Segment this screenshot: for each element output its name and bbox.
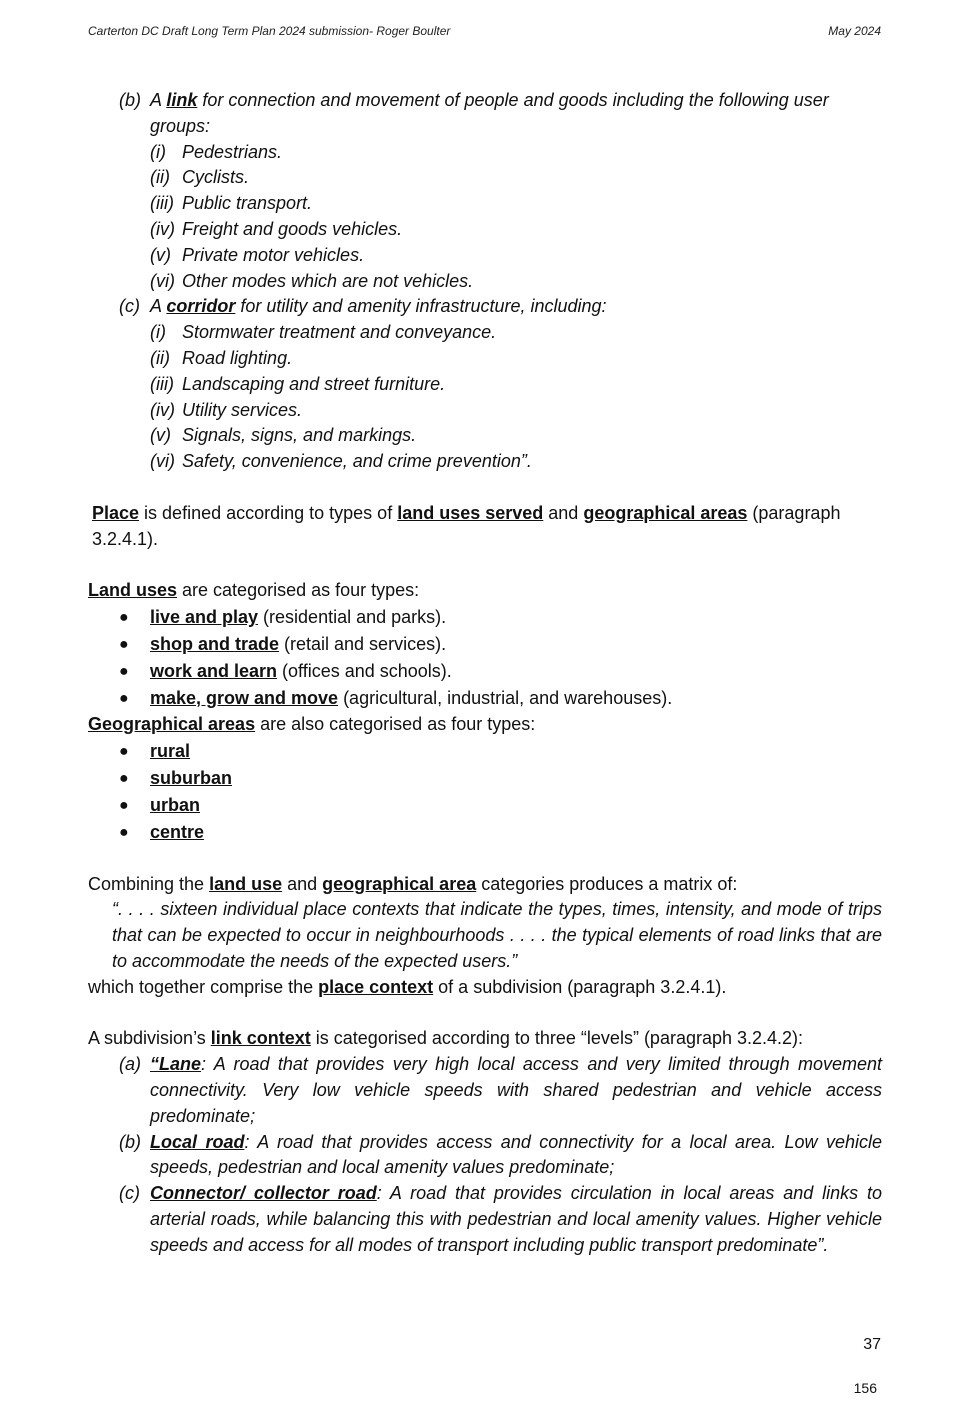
header-date: May 2024 (828, 24, 881, 38)
term-link: link (166, 90, 198, 110)
link-subitem: (iii) Public transport. (150, 193, 313, 214)
combining-paragraph: Combining the land use and geographical area categories produces a matrix of: (88, 873, 738, 894)
place-paragraph: Place is defined according to types of land uses served and geographical areas (paragraph 3.2.4.1). (92, 502, 841, 549)
link-subitem: (vi) Other modes which are not vehicles. (150, 270, 474, 291)
block-quote: “. . . . sixteen individual place contexts that indicate the types, times, intensity, and mode of trips that can be expected to occur in neighbourhoods . . . . the typical elements of road links that are to accommodate the needs of the expected users.” (112, 899, 882, 971)
link-level-item: (a) “Lane: A road that provides very high local access and very limited through movement connectivity. Very low vehicle speeds with shared pedestrian and vehicle access predominate; (119, 1054, 882, 1126)
corridor-subitem: (ii) Road lighting. (150, 347, 293, 368)
corridor-subitem: (iii) Landscaping and street furniture. (150, 373, 446, 394)
item-label: (b) (119, 90, 141, 110)
page-number: 37 (863, 1336, 881, 1353)
list-item: ● urban (119, 794, 201, 815)
place-context-paragraph: which together comprise the place context of a subdivision (paragraph 3.2.4.1). (88, 976, 727, 997)
link-subitem: (ii) Cyclists. (150, 167, 249, 188)
header-left: Carterton DC Draft Long Term Plan 2024 submission- Roger Boulter (88, 24, 451, 38)
list-item: ● rural (119, 740, 191, 761)
corridor-subitem: (iv) Utility services. (150, 399, 303, 420)
list-item: ● make, grow and move (agricultural, industrial, and warehouses). (119, 687, 673, 708)
list-item: ● shop and trade (retail and services). (119, 633, 447, 654)
link-level-item: (c) Connector/ collector road: A road that provides circulation in local areas and links to arterial roads, while balancing this with pedestrian and local amenity values. Higher vehicle speeds and access for all modes of transport including public transport predominate”. (119, 1183, 882, 1255)
corridor-item: (c) A corridor for utility and amenity infrastructure, including: (88, 294, 882, 320)
list-item: ● live and play (residential and parks). (119, 606, 447, 627)
corridor-subitem: (vi) Safety, convenience, and crime prevention”. (150, 451, 532, 472)
link-level-item: (b) Local road: A road that provides access and connectivity for a local area. Low vehicle speeds, pedestrian and local amenity values predominate; (119, 1131, 882, 1178)
item-label: (c) (119, 296, 140, 317)
list-item: ● suburban (119, 767, 233, 788)
list-item: ● centre (119, 821, 205, 842)
page-number-secondary: 156 (853, 1380, 877, 1396)
list-item: ● work and learn (offices and schools). (119, 660, 452, 681)
link-context-paragraph: A subdivision’s link context is categorised according to three “levels” (paragraph 3.2.4.2): (88, 1028, 804, 1049)
corridor-subitem: (i) Stormwater treatment and conveyance. (150, 322, 497, 343)
link-subitem: (iv) Freight and goods vehicles. (150, 218, 403, 239)
corridor-subitem: (v) Signals, signs, and markings. (150, 425, 417, 446)
land-uses-intro: Land uses are categorised as four types: (88, 580, 420, 601)
term-corridor: corridor (166, 296, 236, 317)
document-body (88, 88, 882, 1258)
geo-areas-intro: Geographical areas are also categorised as four types: (88, 713, 536, 734)
link-subitem: (v) Private motor vehicles. (150, 244, 365, 265)
link-item: (b) A link for connection and movement of people and goods including the following user groups: (119, 90, 829, 136)
link-subitem: (i) Pedestrians. (150, 141, 283, 162)
